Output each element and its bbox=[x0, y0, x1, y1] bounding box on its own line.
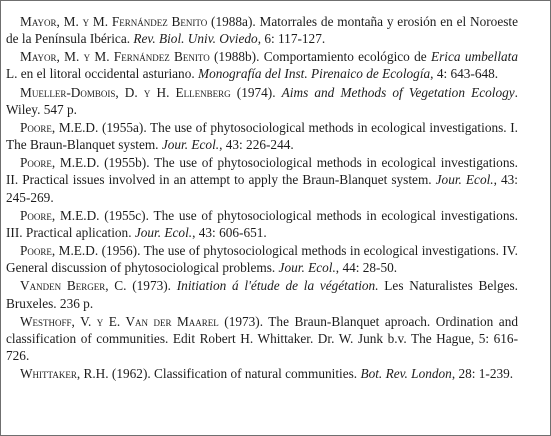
reference-authors: Poore, M.E.D. bbox=[20, 155, 100, 171]
reference-entry bbox=[6, 207, 518, 241]
reference-entry bbox=[6, 242, 518, 276]
reference-year: (1955c). bbox=[99, 207, 154, 223]
reference-title: The use of phytosociological methods in ecological investigations. IV. General discussion of phytosociological problems. bbox=[6, 243, 518, 276]
reference-year: (1955a). bbox=[98, 119, 151, 135]
reference-title: The use of phytosociological methods in ecological investigations. II. Practical issues involved in an attempt to apply the Braun-Blanquet system. bbox=[6, 155, 518, 188]
reference-source: Rev. Biol. Univ. Oviedo bbox=[133, 31, 258, 47]
reference-authors: Poore, M.E.D. bbox=[20, 243, 99, 259]
reference-title: Aims and Methods of Vegetation Ecology bbox=[281, 84, 515, 100]
reference-title: Comportamiento ecológico de bbox=[263, 49, 431, 65]
reference-year: (1973). bbox=[218, 313, 269, 329]
reference-year: (1962). bbox=[108, 366, 155, 382]
reference-title: Initiation á l'étude de la végétation. bbox=[176, 278, 379, 294]
reference-entry bbox=[6, 119, 518, 153]
reference-source: Jour. Ecol. bbox=[134, 224, 193, 240]
reference-entry bbox=[6, 365, 518, 382]
reference-title: Classification of natural communities. bbox=[154, 366, 361, 382]
reference-authors: Vanden Berger, C. bbox=[20, 278, 127, 294]
reference-source: Bot. Rev. London bbox=[360, 366, 452, 382]
reference-entry bbox=[6, 154, 518, 205]
reference-year: (1988b). bbox=[209, 49, 264, 65]
reference-species: Erica umbellata bbox=[430, 49, 519, 65]
reference-details: . Wiley. 547 p. bbox=[6, 84, 518, 117]
reference-authors: Mueller-Dombois, D. y H. Ellenberg bbox=[20, 84, 231, 100]
reference-list bbox=[6, 13, 518, 383]
reference-details: , 44: 28-50. bbox=[335, 260, 398, 276]
reference-entry bbox=[6, 84, 518, 118]
reference-details: Les Naturalistes Belges. Bruxeles. 236 p. bbox=[6, 278, 518, 311]
reference-authors: Westhoff, V. y E. Van der Maarel bbox=[20, 313, 219, 329]
reference-title: The use of phytosociological methods in ecological investigations. I. The Braun-Blanquet system. bbox=[6, 119, 518, 153]
reference-entry bbox=[6, 313, 518, 364]
reference-title: The Braun-Blanquet aproach. Ordination and classification of communities. Edit Robert H. Whittaker. Dr. W. Junk b.v. The Hague, 5: 616-726. bbox=[6, 313, 518, 363]
reference-authors: Whittaker, R.H. bbox=[20, 366, 109, 382]
reference-details: , 4: 643-648. bbox=[430, 66, 499, 82]
reference-year: (1973). bbox=[126, 278, 177, 294]
reference-details: , 43: 245-269. bbox=[6, 172, 518, 205]
reference-entry bbox=[6, 277, 518, 311]
reference-year: (1956). bbox=[98, 243, 144, 259]
reference-details: , 43: 606-651. bbox=[192, 224, 267, 240]
reference-details: , 28: 1-239. bbox=[451, 366, 514, 382]
reference-title: L. en el litoral occidental asturiano. bbox=[6, 66, 198, 82]
reference-authors: Mayor, M. y M. Fernández Benito bbox=[20, 14, 208, 29]
reference-year: (1988a). bbox=[207, 14, 260, 29]
reference-entry bbox=[6, 13, 518, 47]
reference-details: , 43: 226-244. bbox=[219, 137, 294, 153]
reference-year: (1974). bbox=[230, 84, 282, 100]
reference-authors: Poore, M.E.D. bbox=[20, 119, 99, 135]
reference-details: , 6: 117-127. bbox=[257, 31, 326, 47]
reference-source: Jour. Ecol. bbox=[278, 260, 336, 276]
reference-title: The use of phytosociological methods in ecological investigations. III. Practical aplication. bbox=[6, 207, 518, 240]
reference-year: (1955b). bbox=[99, 155, 154, 171]
reference-authors: Mayor, M. y M. Fernández Benito bbox=[20, 49, 210, 65]
reference-source: Jour. Ecol. bbox=[161, 137, 220, 153]
reference-source: Monografía del Inst. Pirenaico de Ecología bbox=[198, 66, 431, 82]
reference-source: Jour. Ecol. bbox=[435, 172, 494, 188]
reference-title: Matorrales de montaña y erosión en el Noroeste de la Península Ibérica. bbox=[6, 14, 519, 47]
reference-entry bbox=[6, 48, 518, 82]
reference-authors: Poore, M.E.D. bbox=[20, 207, 100, 223]
